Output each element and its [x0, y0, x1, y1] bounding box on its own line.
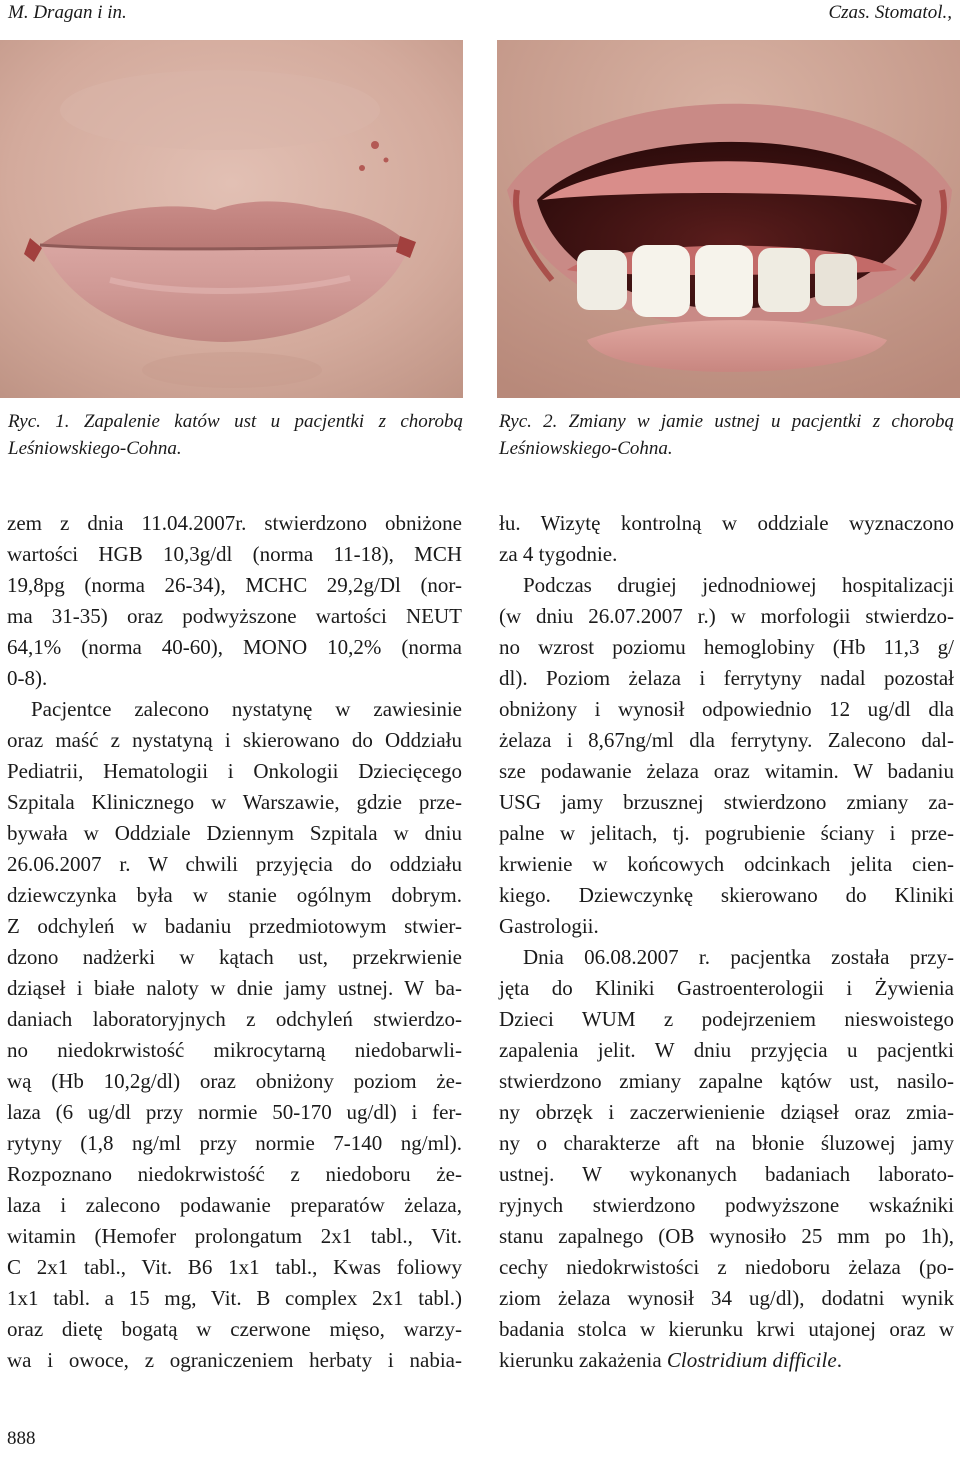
text-line: USG jamy brzusznej stwierdzono zmiany za-: [499, 790, 954, 814]
text-line: 1x1 tabl. a 15 mg, Vit. B complex 2x1 tabl.): [7, 1286, 462, 1310]
figure-2-photo: [497, 40, 960, 398]
text-line: Rozpoznano niedokrwistość z niedoboru że-: [7, 1162, 462, 1186]
text-line: Z odchyleń w badaniu przedmiotowym stwier-: [7, 914, 462, 938]
text-line: ryjnych stwierdzono podwyższone wskaźniki: [499, 1193, 954, 1217]
text-line: kiego. Dziewczynkę skierowano do Kliniki: [499, 883, 954, 907]
text-line: daniach laboratoryjnych z odchyleń stwierdzo-: [7, 1007, 462, 1031]
text-line: dl). Poziom żelaza i ferrytyny nadal pozostał: [499, 666, 954, 690]
figure-1-photo: [0, 40, 463, 398]
page-number: 888: [7, 1428, 36, 1449]
text-line: (w dniu 26.07.2007 r.) w morfologii stwierdzo-: [499, 604, 954, 628]
text-line: Podczas drugiej jednodniowej hospitalizacji: [523, 573, 954, 597]
text-line: ziom żelaza wynosił 34 ug/dl), dodatni wynik: [499, 1286, 954, 1310]
text-line: Dnia 06.08.2007 r. pacjentka została przy-: [523, 945, 954, 969]
text-line: Gastrologii.: [499, 914, 599, 938]
text-line: dzono nadżerki w kątach ust, przekrwienie: [7, 945, 462, 969]
text-line: witamin (Hemofer prolongatum 2x1 tabl., Vit.: [7, 1224, 462, 1248]
text-line: stanu zapalnego (OB wynosiło 25 mm po 1h),: [499, 1224, 954, 1248]
text-line: zem z dnia 11.04.2007r. stwierdzono obniżone: [7, 511, 462, 535]
text-line: ma 31-35) oraz podwyższone wartości NEUT: [7, 604, 462, 628]
text-line: laza i zalecono podawanie preparatów żelaza,: [7, 1193, 462, 1217]
text-line: badania stolca w kierunku krwi utajonej oraz w: [499, 1317, 954, 1341]
text-line: 19,8pg (norma 26-34), MCHC 29,2g/Dl (nor-: [7, 573, 462, 597]
text-line: ny obrzęk i zaczerwienienie dziąseł oraz zmia-: [499, 1100, 954, 1124]
text-line: oraz dietę bogatą w czerwone mięso, warzy-: [7, 1317, 462, 1341]
text-line: jęta do Kliniki Gastroenterologii i Żywienia: [499, 976, 954, 1000]
figure-2-caption-line-1: Ryc. 2. Zmiany w jamie ustnej u pacjentki z chorobą: [499, 411, 954, 432]
running-head-journal: Czas. Stomatol.,: [828, 2, 952, 23]
text-line: C 2x1 tabl., Vit. B6 1x1 tabl., Kwas foliowy: [7, 1255, 462, 1279]
body-text-right-column: [499, 508, 954, 1376]
text-line: sze podawanie żelaza oraz witamin. W badaniu: [499, 759, 954, 783]
text-line: zapalenia jelit. W dniu przyjęcia u pacjentki: [499, 1038, 954, 1062]
text-line-final-prefix: kierunku zakażenia: [499, 1348, 667, 1372]
text-line: za 4 tygodnie.: [499, 542, 618, 566]
text-line: wą (Hb 10,2g/dl) oraz obniżony poziom że-: [7, 1069, 462, 1093]
text-line: stwierdzono zmiany zapalne kątów ust, nasilo-: [499, 1069, 954, 1093]
text-line: 26.06.2007 r. W chwili przyjęcia do oddziału: [7, 852, 462, 876]
final-period: .: [836, 1348, 842, 1372]
figure-2-caption-line-2: Leśniowskiego-Cohna.: [499, 438, 673, 459]
running-head-authors: M. Dragan i in.: [8, 2, 127, 23]
text-line: 0-8).: [7, 666, 48, 690]
text-line: żelaza i 8,67ng/ml dla ferrytyny. Zalecono dal-: [499, 728, 954, 752]
text-line: ny o charakterze aft na błonie śluzowej jamy: [499, 1131, 954, 1155]
figure-1-caption: [8, 408, 463, 462]
text-line: krwienie w końcowych odcinkach jelita cien-: [499, 852, 954, 876]
text-line: palne w jelitach, tj. pogrubienie ściany i prze-: [499, 821, 954, 845]
body-text-left-column: [7, 508, 462, 1376]
figure-2-caption: [499, 408, 954, 462]
text-line: ustnej. W wykonanych badaniach laborato-: [499, 1162, 954, 1186]
text-line: wa i owoce, z ograniczeniem herbaty i nabia-: [7, 1348, 462, 1372]
text-line: Pediatrii, Hematologii i Onkologii Dziecięcego: [7, 759, 462, 783]
text-line: oraz maść z nystatyną i skierowano do Oddziału: [7, 728, 462, 752]
text-line: no wzrost poziomu hemoglobiny (Hb 11,3 g/: [499, 635, 954, 659]
text-line: laza (6 ug/dl przy normie 50-170 ug/dl) i fer-: [7, 1100, 462, 1124]
text-line: 64,1% (norma 40-60), MONO 10,2% (norma: [7, 635, 462, 659]
pathogen-name: Clostridium difficile: [666, 1348, 837, 1372]
text-line: obniżony i wynosił odpowiednio 12 ug/dl dla: [499, 697, 954, 721]
text-line: Szpitala Klinicznego w Warszawie, gdzie prze-: [7, 790, 462, 814]
text-line: rytyny (1,8 ng/ml przy normie 7-140 ng/ml).: [7, 1131, 462, 1155]
text-line-final: [499, 1345, 954, 1376]
text-line: dziąseł i białe naloty w dnie jamy ustnej. W ba-: [7, 976, 462, 1000]
text-line: bywała w Oddziale Dziennym Szpitala w dniu: [7, 821, 462, 845]
figure-1-caption-line-1: Ryc. 1. Zapalenie katów ust u pacjentki z chorobą: [8, 411, 463, 432]
figure-1-caption-line-2: Leśniowskiego-Cohna.: [8, 438, 182, 459]
text-line: cechy niedokrwistości z niedoboru żelaza (po-: [499, 1255, 954, 1279]
text-line: Dzieci WUM z podejrzeniem nieswoistego: [499, 1007, 954, 1031]
text-line: no niedokrwistość mikrocytarną niedobarwli-: [7, 1038, 462, 1062]
text-line: Pacjentce zalecono nystatynę w zawiesinie: [31, 697, 462, 721]
running-head: [0, 0, 960, 30]
text-line: wartości HGB 10,3g/dl (norma 11-18), MCH: [7, 542, 462, 566]
text-line: łu. Wizytę kontrolną w oddziale wyznaczono: [499, 511, 954, 535]
text-line: dziewczynka była w stanie ogólnym dobrym.: [7, 883, 462, 907]
